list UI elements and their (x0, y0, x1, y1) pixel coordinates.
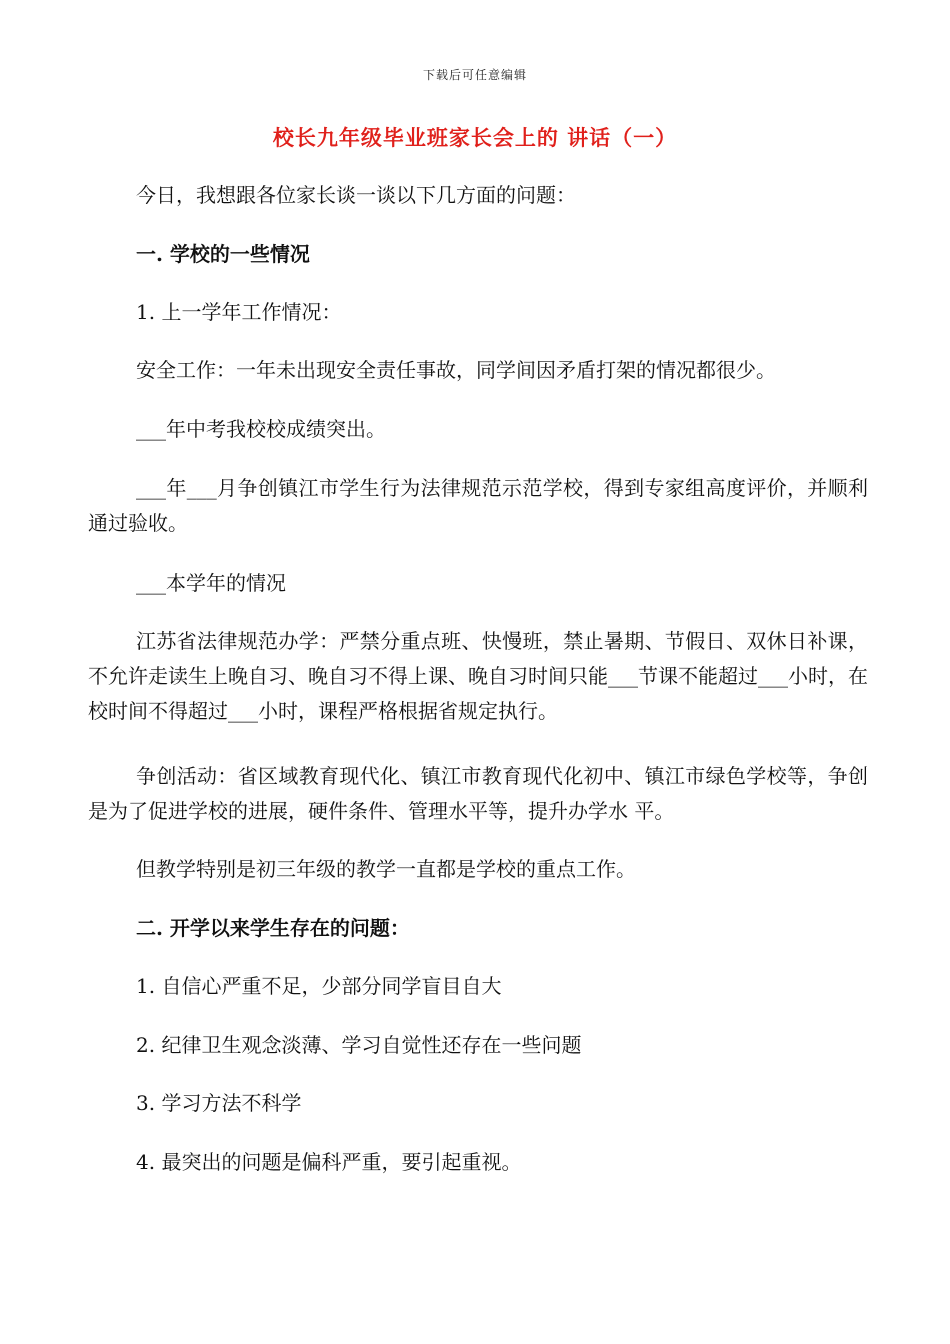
list-item: 3. 学习方法不科学 (136, 1091, 302, 1115)
list-item: 2. 纪律卫生观念淡薄、学习自觉性还存在一些问题 (136, 1033, 582, 1057)
section-heading-2: 二. 开学以来学生存在的问题： (136, 916, 410, 940)
exam-paragraph: ___年中考我校校成绩突出。 (136, 417, 386, 441)
regulation-paragraph: 江苏省法律规范办学：严禁分重点班、快慢班，禁止暑期、节假日、双休日补课，不允许走读生上晚自习、晚自习不得上课、晚自习时间只能___节课不能超过___小时，在校时间不得超过___小时，课程严格根据省规定执行。 (88, 629, 868, 723)
list-item: 1. 自信心严重不足，少部分同学盲目自大 (136, 974, 502, 998)
award-paragraph: ___年___月争创镇江市学生行为法律规范示范学校，得到专家组高度评价，并顺利通过验收。 (88, 476, 868, 535)
activities-paragraph: 争创活动：省区域教育现代化、镇江市教育现代化初中、镇江市绿色学校等，争创是为了促进学校的进展，硬件条件、管理水平等，提升办学水 平。 (88, 764, 868, 823)
document-title: 校长九年级毕业班家长会上的 讲话（一） (272, 125, 678, 150)
page-header-note: 下载后可任意编辑 (422, 68, 527, 82)
focus-paragraph: 但教学特别是初三年级的教学一直都是学校的重点工作。 (136, 857, 636, 881)
safety-paragraph: 安全工作：一年未出现安全责任事故，同学间因矛盾打架的情况都很少。 (136, 358, 776, 382)
section-heading-1: 一. 学校的一些情况 (136, 242, 310, 266)
list-item-1: 1. 上一学年工作情况： (136, 300, 342, 324)
list-item: 4. 最突出的问题是偏科严重，要引起重视。 (136, 1150, 522, 1174)
this-year-paragraph: ___本学年的情况 (136, 571, 286, 595)
intro-paragraph: 今日，我想跟各位家长谈一谈以下几方面的问题： (136, 183, 576, 207)
